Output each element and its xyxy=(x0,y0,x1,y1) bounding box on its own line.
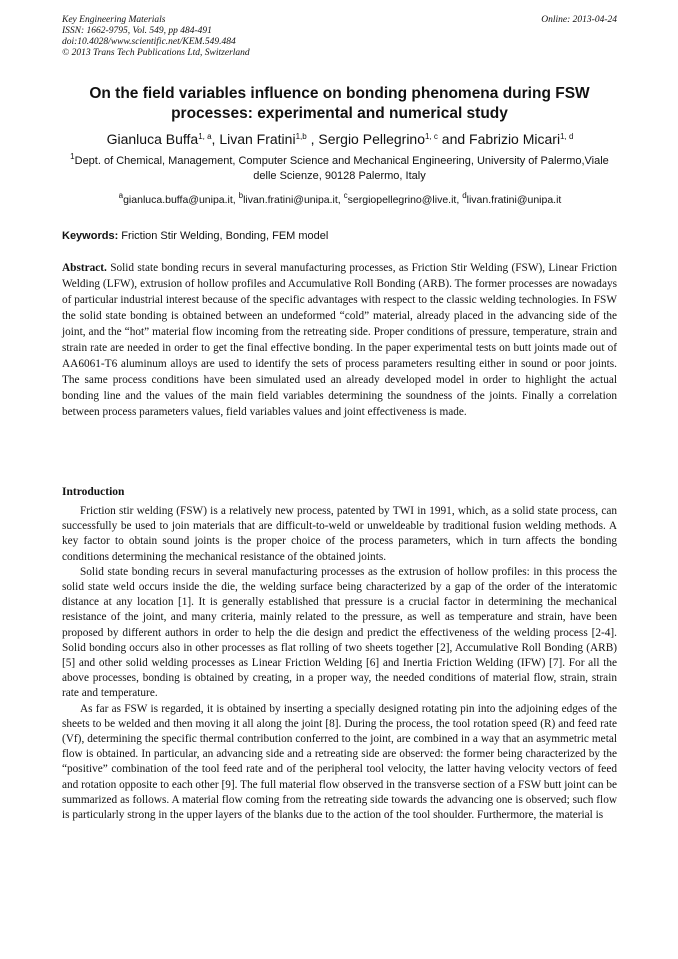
paper-title: On the field variables influence on bonding phenomena during FSW processes: experimental and numerical study xyxy=(89,85,590,122)
email-superscript: a xyxy=(118,191,124,200)
author-superscript: 1,b xyxy=(295,132,307,141)
author-name: Sergio Pellegrino xyxy=(318,131,425,147)
doi-line: doi:10.4028/www.scientific.net/KEM.549.484 xyxy=(62,37,236,47)
abstract xyxy=(62,260,617,420)
author-superscript: 1, a xyxy=(198,132,212,141)
author-separator: and xyxy=(437,131,470,147)
section-heading-introduction: Introduction xyxy=(62,486,125,498)
author-separator: , xyxy=(211,131,220,147)
journal-name: Key Engineering Materials xyxy=(62,15,166,25)
affiliation-superscript: 1 xyxy=(70,152,75,161)
keywords-label: Keywords: xyxy=(62,230,119,242)
email-address[interactable]: gianluca.buffa@unipa.it, xyxy=(123,194,239,206)
introduction-body xyxy=(62,504,617,823)
email-superscript: b xyxy=(238,191,244,200)
online-date: Online: 2013-04-24 xyxy=(541,15,617,25)
abstract-label: Abstract. xyxy=(62,262,107,274)
keywords-text: Friction Stir Welding, Bonding, FEM model xyxy=(118,230,329,242)
body-paragraph: Solid state bonding recurs in several manufacturing processes as the extrusion of hollow profiles: in this process the solid state weld occurs inside the die, the welding surface being characterized by a gap of the order of the interatomic distance at any location [1]. It is generally established that pressure is a crucial factor in determining the mechanical resistance of the joint, and many criteria, mainly related to the pressure, as well as temperature and strain, have been proposed by different authors in order to help the die design and predict the effectiveness of the welding process [2-4]. Solid bonding occurs also in other processes as flat rolling of two sheets together [2], Accumulative Roll Bonding (ARB) [5] and other solid welding processes as Linear Friction Welding [6] and Inertia Friction Welding (IFW) [7]. For all the above processes, bonding is obtained by creating, in a proper way, the needed conditions of material flow, strain, strain rate and temperature. xyxy=(62,565,617,700)
author-name: Livan Fratini xyxy=(219,131,296,147)
issn-line: ISSN: 1662-9795, Vol. 549, pp 484-491 xyxy=(62,26,212,36)
email-superscript: c xyxy=(343,191,348,200)
keywords xyxy=(62,229,617,243)
email-superscript: d xyxy=(462,191,467,200)
author-superscript: 1, c xyxy=(425,132,438,141)
journal-header xyxy=(62,15,617,59)
email-address[interactable]: livan.fratini@unipa.it, xyxy=(243,194,344,206)
author-list xyxy=(40,130,640,148)
email-address[interactable]: livan.fratini@unipa.it xyxy=(466,194,562,206)
affiliation xyxy=(62,154,617,184)
author-name: Fabrizio Micari xyxy=(469,131,561,147)
email-address[interactable]: sergiopellegrino@live.it, xyxy=(347,194,463,206)
copyright-line: © 2013 Trans Tech Publications Ltd, Switzerland xyxy=(62,48,250,58)
body-paragraph: Friction stir welding (FSW) is a relatively new process, patented by TWI in 1991, which, as a solid state process, can successfully be used to join materials that are difficult-to-weld or unweldeable by traditional fusion welding methods. A key factor to obtain sound joints is the proper choice of the process parameters, which in turn affects the bonding conditions determining the mechanical resistance of the obtained joints. xyxy=(62,505,617,563)
author-separator: , xyxy=(306,131,319,147)
abstract-text: Solid state bonding recurs in several manufacturing processes, as Friction Stir Welding (FSW), Linear Friction Welding (LFW), extrusion of hollow profiles and Accumulative Roll Bonding (ARB). The former processes are nowadays of particular industrial interest because of the specific advantages with respect to the classic welding technologies. In FSW the solid state bonding is obtained between an undeformed “cold” material, already placed in the advancing side of the joint, and the “hot” material flow incoming from the retreating side. Proper conditions of pressure, temperature, strain and strain rate are needed in order to get the final effective bonding. In the paper experimental tests on butt joints made out of AA6061-T6 aluminum alloys are used to identify the sets of process parameters resulting either in sound or poor joints. The same process conditions have been simulated used an already developed model in order to highlight the actual bonding line and the values of the main field variables determining the soundness of the joints. Finally a correlation between process parameters values, field variables values and joint effectiveness is made. xyxy=(62,262,617,418)
author-name: Gianluca Buffa xyxy=(106,131,199,147)
author-superscript: 1, d xyxy=(560,132,574,141)
email-list xyxy=(40,193,640,207)
affiliation-text: Dept. of Chemical, Management, Computer Science and Mechanical Engineering, University of Palermo,Viale delle Scienze, 90128 Palermo, Italy xyxy=(74,155,609,182)
body-paragraph: As far as FSW is regarded, it is obtained by inserting a specially designed rotating pin into the adjoining edges of the sheets to be welded and then moving it all along the joint [8]. During the process, the tool rotation speed (R) and feed rate (Vf), determining the specific thermal contribution conferred to the joint, are combined in a way that an asymmetric metal flow is obtained. In particular, an advancing side and a retreating side are observed: the former being characterized by the “positive” combination of the tool feed rate and of the peripheral tool velocity, the latter having velocity vectors of feed and rotation opposite to each other [9]. The full material flow observed in the transverse section of a FSW butt joint can be summarized as follows. A material flow coming from the retreating side towards the advancing one is observed; such flow is particularly strong in the upper layers of the blanks due to the action of the tool shoulder. Furthermore, the material is xyxy=(62,702,617,822)
